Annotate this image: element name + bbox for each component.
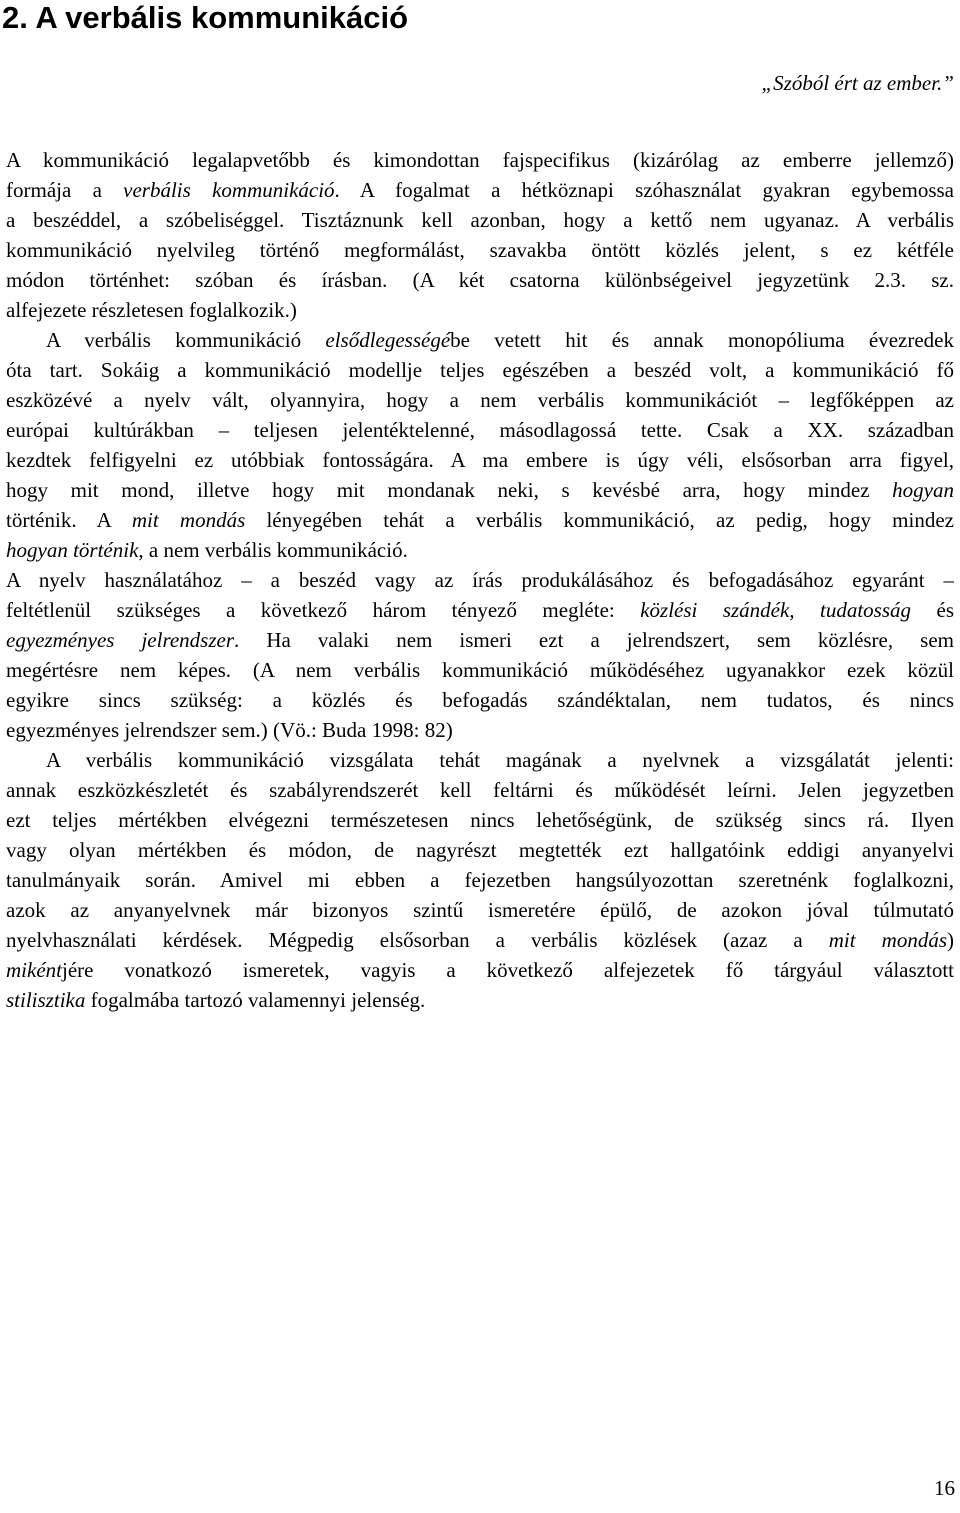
text-line [6, 295, 954, 325]
text-segment: hogy mit mond, illetve hogy mit mondanak neki, s kevésbé arra, hogy mindez [6, 478, 893, 502]
text-segment: nyelvhasználati kérdések. Mégpedig elsősorban a verbális közlések (azaz a [6, 928, 829, 952]
emphasis-text: hogyan [892, 478, 954, 502]
text-segment: kommunikáció nyelvileg történő megformálást, szavakba öntött közlés jelent, s ez kétféle [6, 238, 954, 262]
text-segment: egyikre sincs szükség: a közlés és befogadás szándéktalan, nem tudatos, és nincs [6, 688, 954, 712]
text-line [6, 265, 954, 295]
page-number: 16 [934, 1476, 955, 1500]
text-line [6, 805, 954, 835]
text-segment: módon történhet: szóban és írásban. (A két csatorna különbségeivel jegyzetünk 2.3. sz. [6, 268, 954, 292]
text-segment: . A fogalmat a hétköznapi szóhasználat gyakran egybemossa [334, 178, 954, 202]
text-segment: formája a [6, 178, 124, 202]
emphasis-text: verbális kommunikáció [123, 178, 335, 202]
text-segment: , a nem verbális kommunikáció. [138, 538, 408, 562]
text-segment: óta tart. Sokáig a kommunikáció modellje teljes egészében a beszéd volt, a kommunikáció fő [6, 358, 954, 382]
text-line [6, 625, 954, 655]
text-segment: ezt teljes mértékben elvégezni természetesen nincs lehetőségünk, de szükség sincs rá. Ilyen [6, 808, 954, 832]
text-segment: vagy olyan mértékben és módon, de nagyrészt megtették ezt hallgatóink eddigi anyanyelvi [6, 838, 954, 862]
emphasis-text: stilisztika [6, 988, 86, 1012]
emphasis-text: egyezményes jelrendszer [6, 628, 235, 652]
text-segment: eszközévé a nyelv vált, olyannyira, hogy a nem verbális kommunikációt – legfőképpen az [6, 388, 954, 412]
emphasis-text: közlési szándék, tudatosság [640, 598, 912, 622]
text-line [6, 475, 954, 505]
text-line [6, 235, 954, 265]
text-line [6, 415, 954, 445]
text-line [6, 865, 954, 895]
text-segment: a beszéddel, a szóbeliséggel. Tisztáznunk kell azonban, hogy a kettő nem ugyanaz. A verbális [6, 208, 954, 232]
epigraph: „Szóból ért az ember.” [761, 71, 954, 95]
text-segment: európai kultúrákban – teljesen jelentéktelenné, másodlagossá tette. Csak a XX. században [6, 418, 954, 442]
text-line [6, 595, 954, 625]
emphasis-text: hogyan történik [6, 538, 139, 562]
text-line [6, 535, 954, 565]
text-line [6, 445, 954, 475]
text-segment: egyezményes jelrendszer sem.) (Vö.: Buda 1998: 82) [6, 718, 453, 742]
text-line [6, 385, 954, 415]
text-segment: A kommunikáció legalapvetőbb és kimondottan fajspecifikus (kizárólag az emberre jellemző) [6, 148, 954, 172]
text-segment: fogalmába tartozó valamennyi jelenség. [85, 988, 426, 1012]
text-segment: A nyelv használatához – a beszéd vagy az írás produkálásához és befogadásához egyaránt – [6, 568, 954, 592]
text-line [6, 175, 954, 205]
text-line [46, 325, 954, 355]
text-segment: kezdtek felfigyelni ez utóbbiak fontosságára. A ma embere is úgy véli, elsősorban arra figyel, [6, 448, 954, 472]
emphasis-text: miként [6, 958, 62, 982]
text-segment: jére vonatkozó ismeretek, vagyis a következő alfejezetek fő tárgyául választott [61, 958, 954, 982]
emphasis-text: mit mondás [828, 928, 947, 952]
text-segment: annak eszközkészletét és szabályrendszerét kell feltárni és működését leírni. Jelen jegyzetben [6, 778, 954, 802]
text-line [6, 205, 954, 235]
text-line [6, 985, 954, 1015]
chapter-heading: 2. A verbális kommunikáció [2, 0, 409, 35]
text-segment: azok az anyanyelvnek már bizonyos szintű ismeretére épülő, de azokon jóval túlmutató [6, 898, 954, 922]
text-line [46, 745, 954, 775]
text-line [6, 775, 954, 805]
text-line [6, 565, 954, 595]
text-segment: feltétlenül szükséges a következő három tényező megléte: [6, 598, 641, 622]
text-segment: A verbális kommunikáció [46, 328, 326, 352]
text-segment: megértésre nem képes. (A nem verbális kommunikáció működéséhez ugyanakkor ezek közül [6, 658, 954, 682]
text-line [6, 145, 954, 175]
text-segment: tanulmányaik során. Amivel mi ebben a fejezetben hangsúlyozottan szeretnénk foglalkozni, [6, 868, 954, 892]
text-line [6, 835, 954, 865]
text-segment: A verbális kommunikáció vizsgálata tehát magának a nyelvnek a vizsgálatát jelenti: [46, 748, 954, 772]
text-line [6, 355, 954, 385]
text-segment: lényegében tehát a verbális kommunikáció, az pedig, hogy mindez [245, 508, 954, 532]
emphasis-text: mit mondás [131, 508, 246, 532]
text-line [6, 685, 954, 715]
text-line [6, 895, 954, 925]
text-segment: alfejezete részletesen foglalkozik.) [6, 298, 297, 322]
text-line [6, 655, 954, 685]
text-segment: . Ha valaki nem ismeri ezt a jelrendszert, sem közlésre, sem [234, 628, 954, 652]
text-segment: történik. A [6, 508, 132, 532]
text-segment: be vetett hit és annak monopóliuma évezredek [450, 328, 954, 352]
text-line [6, 715, 954, 745]
text-segment: ) [947, 928, 954, 952]
text-line [6, 505, 954, 535]
emphasis-text: elsődlegességé [325, 328, 451, 352]
text-line [6, 955, 954, 985]
text-segment: és [911, 598, 954, 622]
text-line [6, 925, 954, 955]
